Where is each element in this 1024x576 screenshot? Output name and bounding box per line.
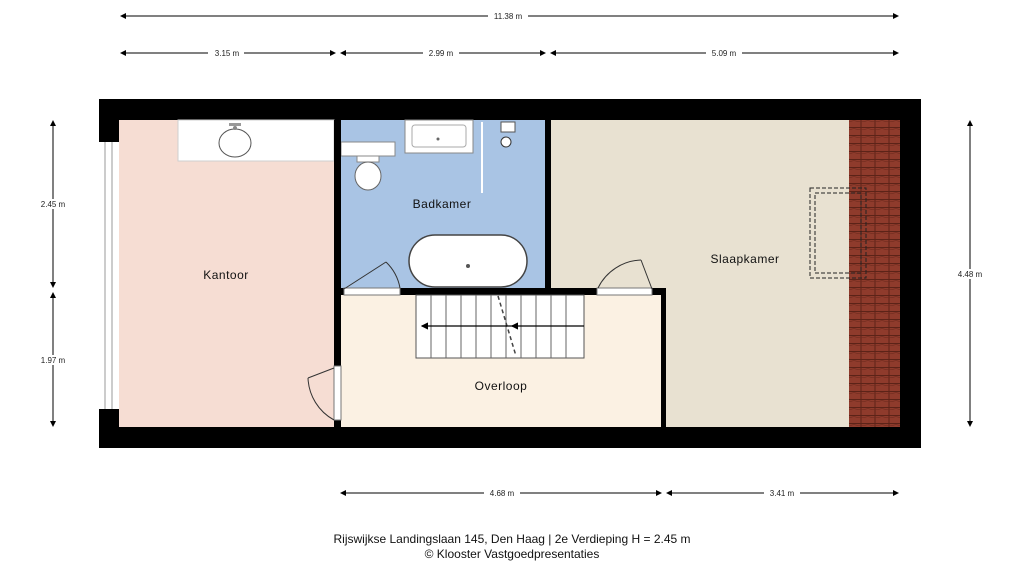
room-label-kantoor: Kantoor: [203, 268, 249, 282]
dim-top-segment-2: 2.99 m: [428, 49, 454, 58]
room-label-overloop: Overloop: [474, 379, 528, 393]
dim-bottom-segment-2: 3.41 m: [769, 489, 795, 498]
caption-address: Rijswijkse Landingslaan 145, Den Haag | 2e Verdieping H = 2.45 m: [333, 532, 691, 546]
dim-left-upper: 2.45 m: [40, 200, 66, 209]
dim-left-lower: 1.97 m: [40, 356, 66, 365]
roof-tiles: [849, 120, 900, 427]
dim-top-segment-3: 5.09 m: [711, 49, 737, 58]
dim-top-total: 11.38 m: [493, 12, 523, 21]
kantoor-sink: [178, 120, 334, 161]
room-label-badkamer: Badkamer: [412, 197, 472, 211]
dim-bottom-segment-1: 4.68 m: [489, 489, 515, 498]
bathroom-sink: [405, 120, 473, 153]
staircase: [416, 295, 584, 358]
room-label-slaapkamer: Slaapkamer: [710, 252, 780, 266]
bathtub: [409, 235, 527, 287]
slaapkamer-lower-part: [666, 295, 850, 427]
caption-copyright: © Klooster Vastgoedpresentaties: [424, 547, 600, 561]
dim-top-segment-1: 3.15 m: [214, 49, 240, 58]
dim-right-total: 4.48 m: [957, 270, 983, 279]
window-left: [99, 142, 119, 409]
